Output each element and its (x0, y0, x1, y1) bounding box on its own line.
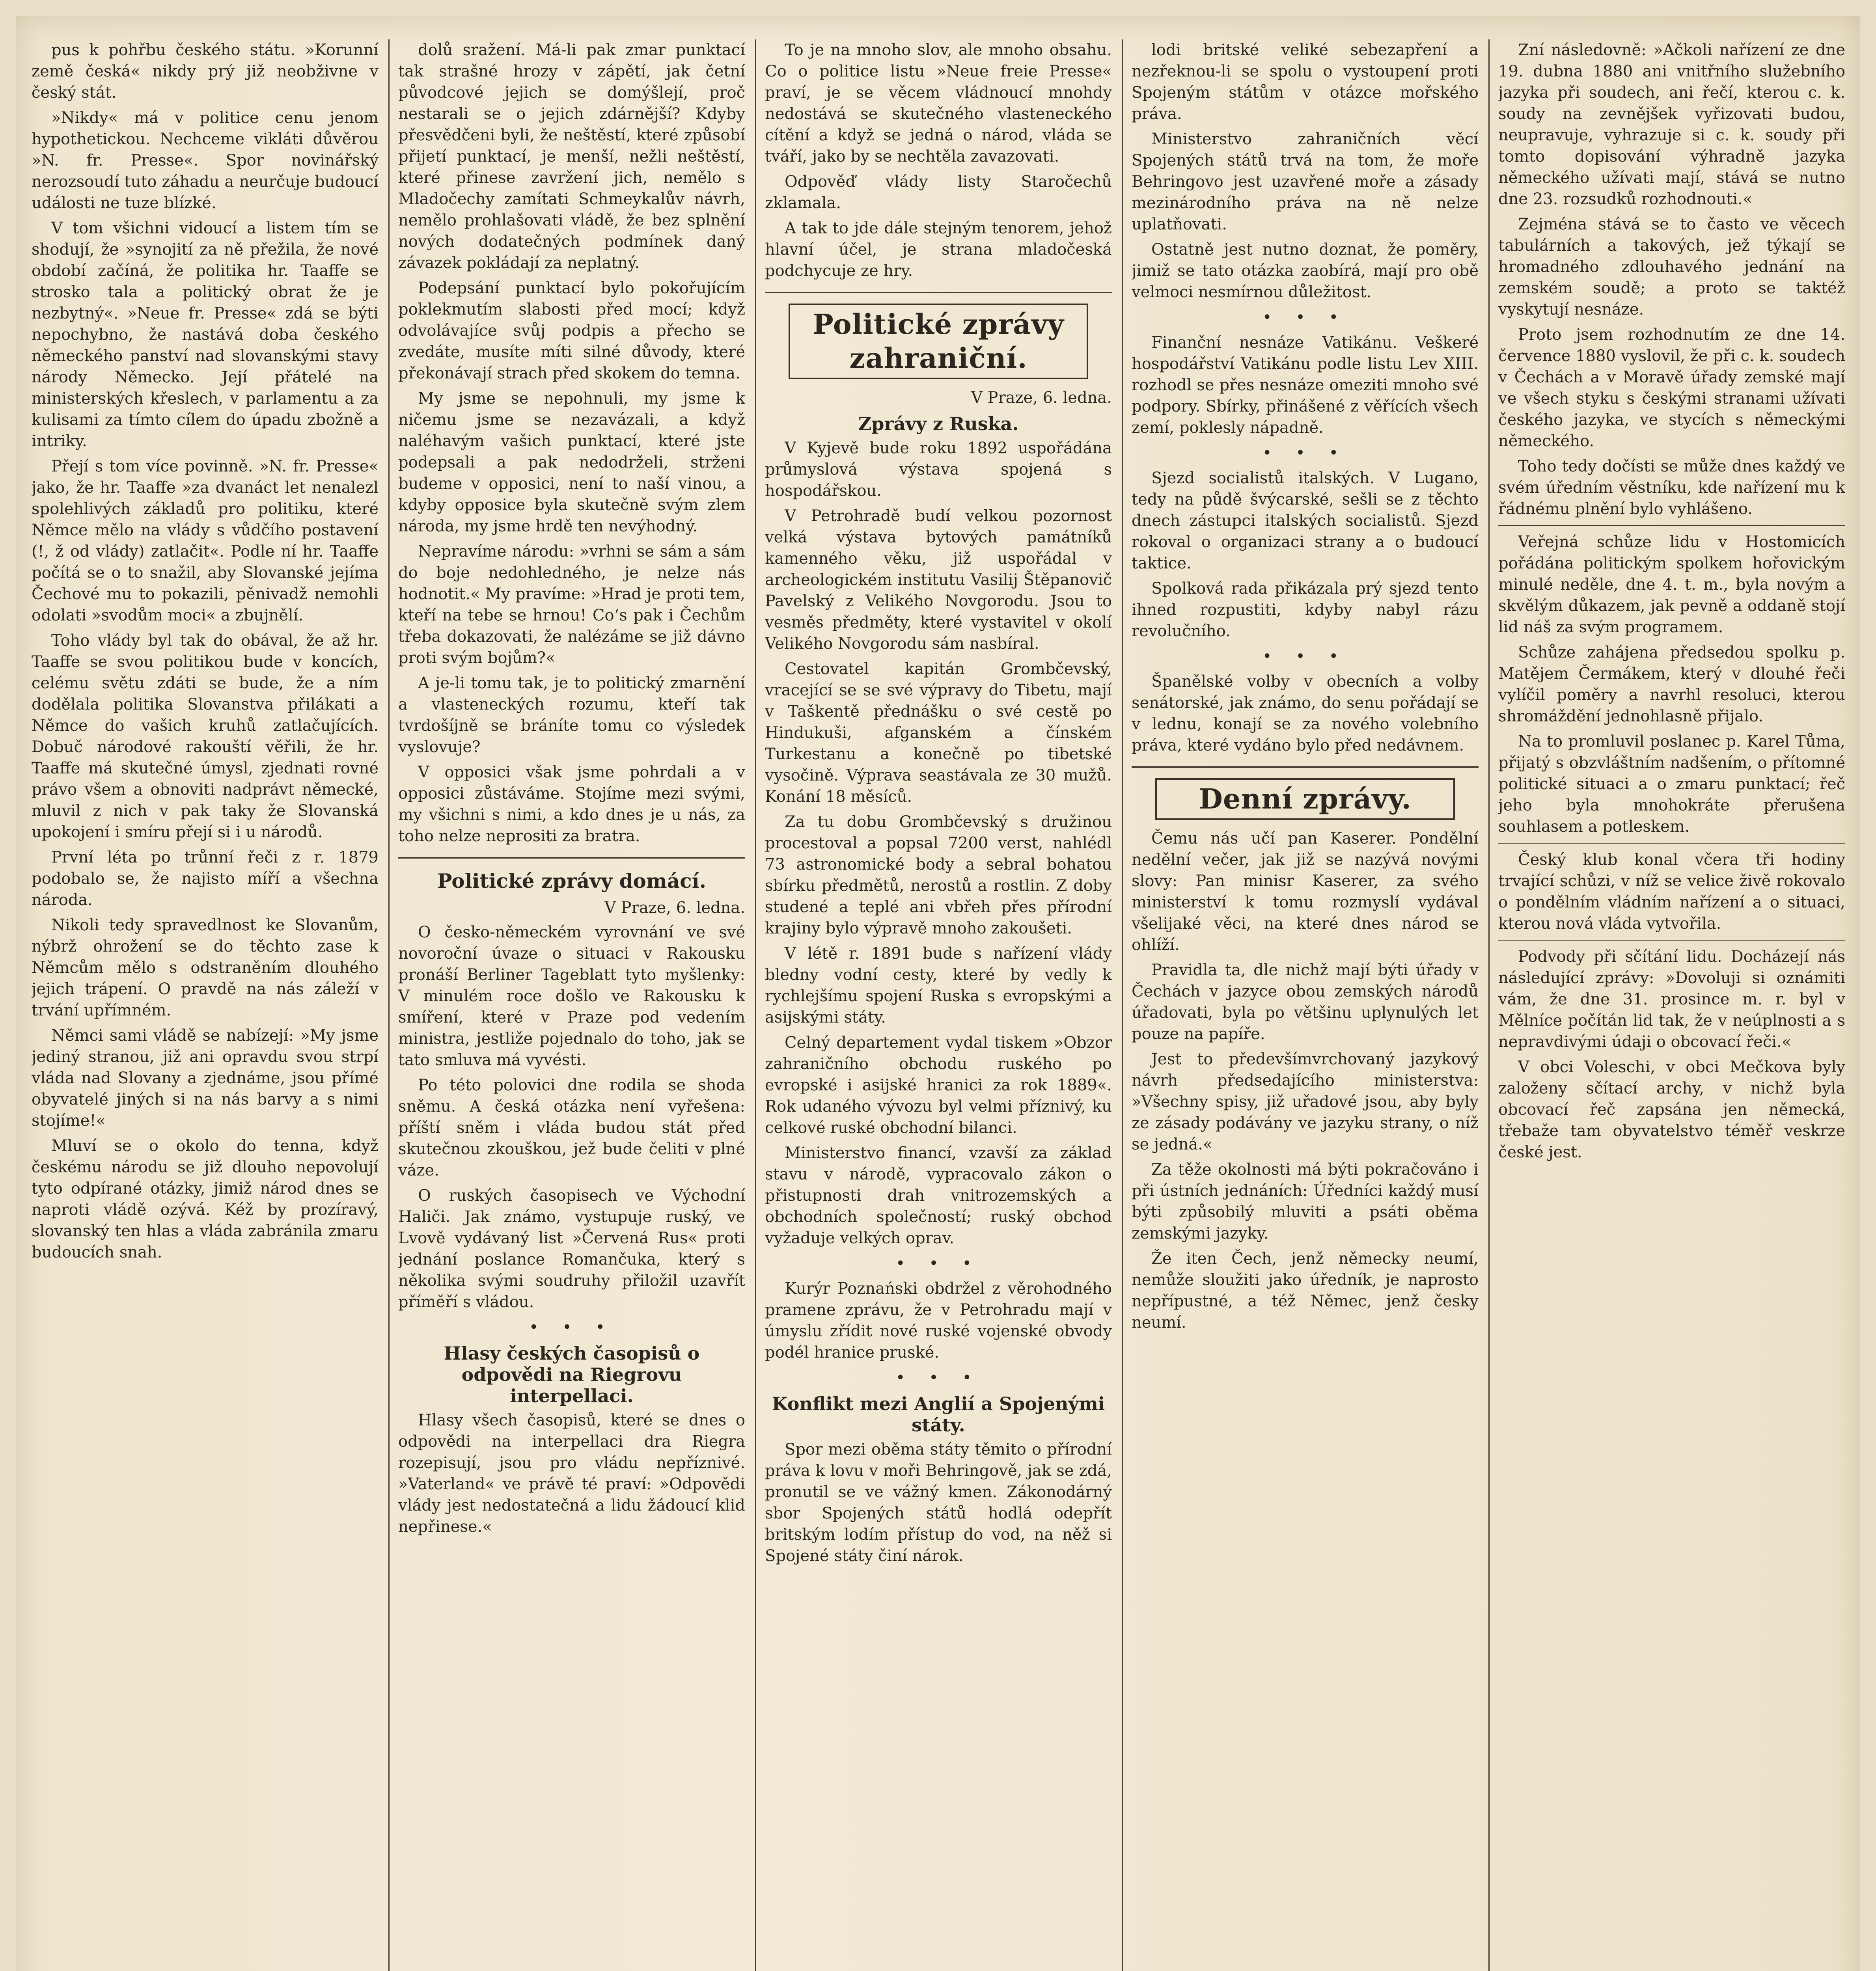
article-paragraph: Za tu dobu Grombčevský s družinou procestoval a popsal 7200 verst, nahlédl 73 astronomické body a sebral bohatou sbírku předmětů, nerostů a rostlin. Z doby studené a teplé ani vbřeh přes přírodní krajiny bylo výpravě mnoho zakoušeti. (765, 813, 1112, 937)
article-paragraph: Celný departement vydal tiskem »Obzor zahraničního obchodu ruského po evropské i asijské hranici za rok 1889«. Rok udaného vývozu byl velmi příznivý, ku celkové ruské obchodní bilanci. (765, 1034, 1112, 1137)
article-paragraph: A tak to jde dále stejným tenorem, jehož hlavní účel, je strana mladočeská podchycuje ze hry. (765, 219, 1112, 280)
article-paragraph: Toho vlády byl tak do obával, že až hr. Taaffe se svou politikou bude v koncích, celému světu zdáti se bude, že a ním dodělala politika Slovanstva přilákati a Němce do vašich kruhů zatlačujících. Dobuč národové rakouští věřili, že hr. Taaffe má skutečné úmysl, zjednati rovné právo všem a obnoviti nadprávt německé, mluvil z nich v pak taky že Slovanská upokojení i smíru přejí si i u národů. (32, 632, 379, 841)
column-1 (32, 39, 379, 1971)
article-paragraph: pus k pohřbu českého státu. »Korunní země česká« nikdy prý již neobživne v český stát. (32, 41, 379, 102)
article-paragraph: Ministerstvo zahraničních věcí Spojených států trvá na tom, že moře Behringovo jest uzavřené moře a zásady mezinárodního práva na ně nelze uplatňovati. (1132, 130, 1479, 233)
article-paragraph: Odpověď vlády listy Staročechů zklamala. (765, 173, 1112, 212)
article-paragraph: První léta po trůnní řeči z r. 1879 podobalo se, že najisto míří a všechna národa. (32, 848, 379, 909)
article-paragraph: V Petrohradě budí velkou pozornost velká výstava bytových památníků kamenného věku, již uspořádal v archeologickém institutu Vasilij Štěpanovič Pavelský z Velikého Novgorodu. Jsou to vesměs předměty, které vystavitel v okolí Velikého Novgorodu sám nasbíral. (765, 507, 1112, 653)
article-paragraph: Toho tedy dočísti se může dnes každý ve svém úředním věstníku, kde nařízení mu k řádnému plnění bylo vyhlášeno. (1498, 457, 1845, 518)
article-paragraph: My jsme se nepohnuli, my jsme k ničemu jsme se nezavázali, a když naléhavým vašich punktací, které jste podepsali a pak nedodrželi, strženi budeme v opposici, není to naší vinou, a kdyby opposice byla skutečně svým zlem národa, my jsme hrdě ten nevýhodný. (398, 389, 745, 535)
article-paragraph: V létě r. 1891 bude s nařízení vlády bledny vodní cesty, které by vedly k rychlejšímu spojení Ruska s evropskými a asijskými státy. (765, 945, 1112, 1026)
separator-dots: • • • (1262, 308, 1348, 326)
article-paragraph: Němci sami vládě se nabízejí: »My jsme jediný stranou, již ani opravdu svou strpí vláda nad Slovany a zjednáme, jsou přímé obyvatelé jiných si na nás barvy a s nimi stojíme!« (32, 1026, 379, 1130)
column-divider (1122, 39, 1123, 1971)
column-divider (388, 39, 390, 1971)
column-2 (398, 39, 745, 1971)
article-paragraph: Po této polovici dne rodila se shoda sněmu. A česká otázka není vyřešena: příští sněm i vláda budou stát před skutečnou zkouškou, jež bude čeliti v plné váze. (398, 1076, 745, 1179)
section-rule (1498, 940, 1845, 941)
article-paragraph: Ostatně jest nutno doznat, že poměry, jimiž se tato otázka zaobírá, mají pro obě velmoci nesmírnou důležitost. (1132, 240, 1479, 301)
section-rule (398, 857, 745, 859)
article-paragraph: Spolková rada přikázala prý sjezd tento ihned rozpustiti, kdyby nabyl rázu revolučního. (1132, 579, 1479, 640)
article-paragraph: Čemu nás učí pan Kaserer. Pondělní nedělní večer, jak již se nazývá novými slovy: Pan minisr Kaserer, za svého ministerství k tomu rozmyslí vydával všelijaké věci, na které dnes národ se ohlíží. (1132, 829, 1479, 954)
article-paragraph: To je na mnoho slov, ale mnoho obsahu. Co o politice listu »Neue freie Presse« praví, je se věcem vládnoucí mnohdy nedostává se skutečného vlasteneckého cítění a když se jedná o národ, vláda se tváří, jako by se nechtěla zavazovati. (765, 41, 1112, 166)
article-paragraph: Finanční nesnáze Vatikánu. Veškeré hospodářství Vatikánu podle listu Lev XIII. rozhodl se přes nesnáze omeziti mnoho své podpory. Sbírky, přinášené z věřících všech zemí, poklesly nápadně. (1132, 333, 1479, 437)
article-paragraph: Že iten Čech, jenž německy neumí, nemůže sloužiti jako úředník, je naprosto nepřípustné, a též Němec, jenž česky neumí. (1132, 1250, 1479, 1332)
article-paragraph: Sjezd socialistů italských. V Lugano, tedy na půdě švýcarské, sešli se z těchto dnech zástupci italských socialistů. Sjezd rokoval o organizaci strany a o budoucí taktice. (1132, 469, 1479, 572)
article-paragraph: A je-li tomu tak, je to politický zmarnění a vlasteneckých rozumu, kteří tak tvrdošíjně se bráníte tomu co výsledek vyslovuje? (398, 674, 745, 756)
dateline: V Praze, 6. ledna. (604, 899, 745, 917)
article-paragraph: lodi britské veliké sebezapření a nezřeknou-li se spolu o vystoupení proti Spojeným státům v otázce mořského práva. (1132, 41, 1479, 123)
section-rule (1498, 525, 1845, 526)
article-paragraph: Proto jsem rozhodnutím ze dne 14. července 1880 vyslovil, že při c. k. soudech v Čechách a v Moravě úřady zemské mají ve všech styku s českými stranami užívati českého jazyka, ve stycích s německými německého. (1498, 326, 1845, 450)
article-paragraph: Zejména stává se to často ve věcech tabulárních a takových, jež týkají se hromadného zdlouhavého jednání na zemském soudě; a proto se taktéž vyskytují nesnáze. (1498, 215, 1845, 319)
article-paragraph: Cestovatel kapitán Grombčevský, vracející se se své výpravy do Tibetu, mají v Taškentě přednášku o své cestě po Hindukuši, afganském a čínském Turkestanu a konečně po tibetské vysočině. Výprava seastávala ze 30 mužů. Konání 18 měsíců. (765, 660, 1112, 806)
article-paragraph: Jest to předevšímvrchovaný jazykový návrh předsedajícího ministerstva: »Všechny spisy, již uřadové jsou, aby byly ze zásady podávány ve jazyku strany, o níž se jedná.« (1132, 1050, 1479, 1153)
article-paragraph: V Kyjevě bude roku 1892 uspořádána průmyslová výstava spojená s hospodářskou. (765, 439, 1112, 500)
article-paragraph: Nepravíme národu: »vrhni se sám a sám do boje nedohledného, je nelze nás hodnotit.« My pravíme: »Hrad je proti tem, kteří na tebe se hrnou! Co‘s pak i Čechům třeba dokazovati, že nalézáme se již dávno proti svým bojům?« (398, 542, 745, 667)
section-rule (765, 292, 1112, 293)
article-paragraph: Pravidla ta, dle nichž mají býti úřady v Čechách v jazyce obou zemských národů úřadovati, byla po většinu uplynulých let pouze na papíře. (1132, 961, 1479, 1043)
column-3 (765, 39, 1112, 1971)
article-paragraph: Ministerstvo financí, vzavší za základ stavu v národě, vypracovalo zákon o přistupnosti drah vnitrozemských a obchodních společností; ruský obchod vyžaduje velkých oprav. (765, 1144, 1112, 1247)
article-paragraph: Nikoli tedy spravedlnost ke Slovanům, nýbrž ohrožení se do těchto zase k Němcům mělo s odstraněním dlouhého jejich trápení. O pravdě na nás záleží v trvání upřímném. (32, 916, 379, 1019)
article-paragraph: »Nikdy« má v politice cenu jenom hypothetickou. Nechceme vikláti důvěrou »N. fr. Presse«. Spor novinářský nerozsoudí tuto záhadu a neurčuje budoucí události ne tuze blízké. (32, 109, 379, 212)
article-paragraph: Hlasy všech časopisů, které se dnes o odpovědi na interpellaci dra Riegra rozepisují, jsou pro vládu nepříznivé. »Vaterland« ve právě té praví: »Odpovědi vlády jest nedostatečná a lidu žádoucí klid nepřinese.« (398, 1411, 745, 1536)
article-paragraph: dolů sražení. Má-li pak zmar punktací tak strašné hrozy v zápětí, jak četní původcové jejich se domýšlejí, proč nestarali se o jejich zdárnější? Kdyby přesvědčeni byli, že neštěstí, které způsobí přijetí punktací, je menší, nežli neštěstí, které přinese zavržení jich, nemělo s Mladočechy zamítati Schmeykalův návrh, nemělo prohlašovati vládě, že bez splnění nových dodatečných podmínek daný závazek pokládají za neplatný. (398, 41, 745, 272)
section-rule (1132, 766, 1479, 768)
article-paragraph: O česko-německém vyrovnání ve své novoroční úvaze o situaci v Rakousku pronáší Berliner Tageblatt tyto myšlenky: V minulém roce došlo ve Rakousku k smíření, které v Praze pod vedením ministra, jestliže pojednalo do toho, jak se tato smluva má vyvésti. (398, 923, 745, 1069)
separator-dots: • • • (529, 1318, 615, 1336)
subsection-heading: Konflikt mezi Anglií a Spojenými státy. (772, 1393, 1105, 1436)
column-4 (1132, 39, 1479, 1971)
article-paragraph: V opposici však jsme pohrdali a v opposici zůstáváme. Stojíme mezi svými, my všichni s nimi, a kdo dnes je u nás, za toho nelze neprositi za bratra. (398, 763, 745, 845)
article-paragraph: Přejí s tom více povinně. »N. fr. Presse« jako, že hr. Taaffe »za dvanáct let nenalezl spolehlivých základů pro politiku, které Němce mělo na vlády s vůdčího postavení (!, ž od vlády) zatlačit«. Podle ní hr. Taaffe počítá se o to snažil, aby Slovanské jejíma Čechové mu to pokazili, pěnivadž nemohli odolati »svodům moci« a zbujnělí. (32, 457, 379, 624)
article-paragraph: Kurýr Poznański obdržel z věrohodného pramene zprávu, že v Petrohradu mají v úmyslu zřídit nové ruské vojenské obvody podél hranice pruské. (765, 1280, 1112, 1362)
separator-dots: • • • (1262, 647, 1348, 665)
newspaper-page (16, 16, 1860, 1971)
column-5 (1498, 39, 1845, 1971)
article-paragraph: Veřejná schůze lidu v Hostomicích pořádána politickým spolkem hořovickým minulé neděle, dne 4. t. m., byla novým a skvělým důkazem, jak pevně a oddaně stojí lid náš za svým programem. (1498, 533, 1845, 636)
article-paragraph: Zní následovně: »Ačkoli nařízení ze dne 19. dubna 1880 ani vnitřního služebního jazyka při soudech, ani řečí, kterou c. k. soudy na zevnějšek vyřizovati budou, neupravuje, vyhrazuje si c. k. soudy při tomto dopisování výhradně jazyka německého užívati mají, stává se nutno dne 23. rozsudků rozhodnouti.« (1498, 41, 1845, 208)
article-paragraph: Český klub konal včera tři hodiny trvající schůzi, v níž se velice živě rokovalo o pondělním vládním nařízení a o situaci, kterou nová vláda vytvořila. (1498, 851, 1845, 933)
article-paragraph: Podvody při sčítání lidu. Docházejí nás následující zprávy: »Dovoluji si oznámiti vám, že dne 31. prosince m. r. byl v Mělníce počítán lid tak, že v neúplnosti a s nepravdivými údaji o obcovací řeči.« (1498, 948, 1845, 1051)
section-heading-foreign: Politické zprávy zahraniční. (789, 304, 1088, 379)
article-paragraph: Španělské volby v obecních a volby senátorské, jak známo, do senu pořádají se v lednu, konají se za nového volebního práva, které vydáno bylo před nedávnem. (1132, 673, 1479, 754)
article-paragraph: Schůze zahájena předsedou spolku p. Matějem Čermákem, který v dlouhé řeči vylíčil poměry a navrhl resoluci, kterou shromáždění jednohlasně přijalo. (1498, 643, 1845, 725)
article-paragraph: Na to promluvil poslanec p. Karel Tůma, přijatý s obzvláštním nadšením, o přítomné politické situaci a o zmaru punktací; řeč jeho byla mnohokráte přerušena souhlasem a potleskem. (1498, 732, 1845, 836)
article-paragraph: V tom všichni vidoucí a listem tím se shodují, že »synojití za ně přežila, že nové období začíná, že politika hr. Taaffe se strosko tala a politický obrat že je nezbytný«. »Neue fr. Presse« zdá se býti nepochybno, že nastává doba českého německého panství nad slovanskými stavy národy Německo. Její přátelé na ministerských křeslech, v parlamentu a za kulisami za tímto cílem do úpadu zbožně a intriky. (32, 219, 379, 450)
section-heading-domestic: Politické zprávy domácí. (437, 869, 707, 892)
subsection-heading: Zprávy z Ruska. (858, 413, 1019, 434)
separator-dots: • • • (895, 1254, 981, 1272)
article-paragraph: O ruských časopisech ve Východní Haliči. Jak známo, vystupuje ruský, ve Lvově vydávaný list »Červená Rus« proti jednání poslance Romančuka, který s několika svými soudruhy přiložil uzavřít příměří s vládou. (398, 1187, 745, 1311)
article-paragraph: Podepsání punktací bylo pokořujícím poklekmutím slabosti před mocí; když odvolávajíce svůj podpis a přecho se zvedáte, musíte míti silné důvody, které překonávají strach před skokem do temna. (398, 279, 745, 382)
separator-dots: • • • (895, 1369, 981, 1387)
subsection-heading: Hlasy českých časopisů o odpovědi na Riegrovu interpellaci. (444, 1343, 700, 1407)
article-paragraph: Spor mezi oběma státy těmito o přírodní práva k lovu v moři Behringově, jak se zdá, pronutil se ve vážný kmen. Zákonodárný sbor Spojených států hodlá odepřít britským lodím přístup do vod, na něž si Spojené státy činí nárok. (765, 1440, 1112, 1565)
section-heading-daily: Denní zprávy. (1155, 778, 1455, 820)
article-paragraph: V obci Voleschi, v obci Mečkova byly založeny sčítací archy, v nichž byla obcovací řeč zapsána jen německá, třebaže tam obyvatelstvo téměř veskrze české jest. (1498, 1058, 1845, 1161)
section-rule (1498, 843, 1845, 844)
separator-dots: • • • (1262, 444, 1348, 462)
article-paragraph: Mluví se o okolo do tenna, když českému národu se již dlouho nepovolují tyto odpírané otázky, jimiž národ dnes se naproti vládě ozývá. Kéž by prozíravý, slovanský ten hlas a vláda zabránila zmaru budoucích snah. (32, 1137, 379, 1261)
column-divider (1488, 39, 1490, 1971)
dateline: V Praze, 6. ledna. (971, 389, 1112, 407)
column-divider (755, 39, 756, 1971)
article-paragraph: Za těže okolnosti má býti pokračováno i při ústních jednáních: Úředníci každý musí býti způsobilý mluviti a psáti oběma zemskými jazyky. (1132, 1161, 1479, 1243)
